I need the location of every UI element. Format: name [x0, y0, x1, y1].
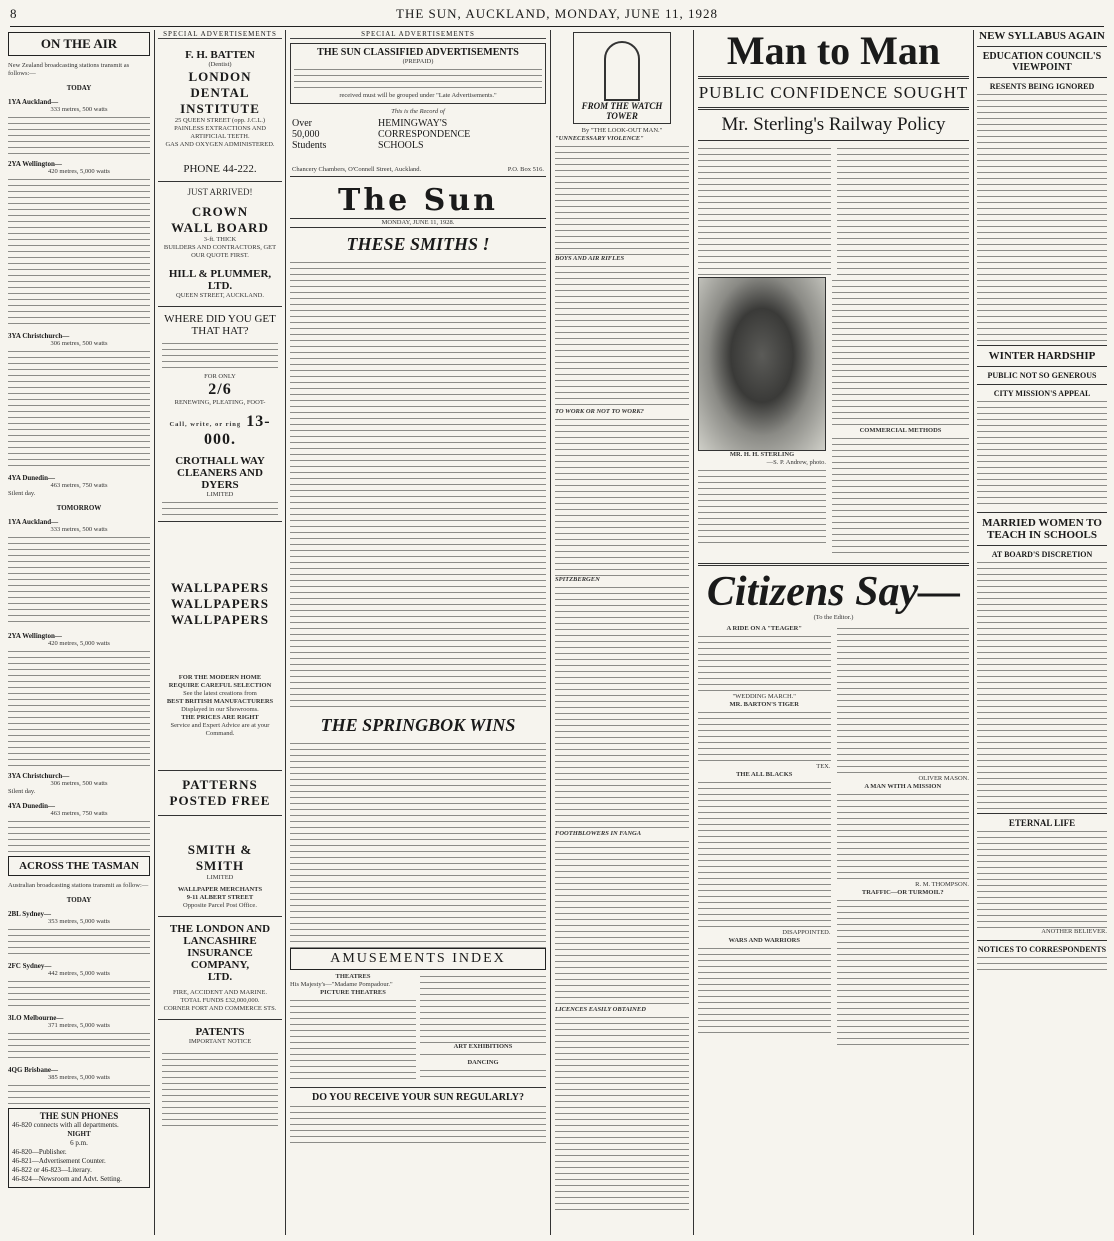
classified-title: THE SUN CLASSIFIED ADVERTISEMENTS — [317, 47, 519, 58]
news-headline: RESENTS BEING IGNORED — [989, 82, 1095, 91]
letter-signature: "WEDDING MARCH." — [732, 693, 796, 700]
ad-text: WALLPAPERS — [171, 580, 269, 595]
across-today: TODAY — [66, 896, 92, 904]
across-tasman-header: ACROSS THE TASMAN — [8, 856, 150, 876]
sun-nameplate: The Sun — [338, 183, 498, 218]
ad-text: 13-000. — [204, 413, 271, 448]
special-ads-label: SPECIAL ADVERTISEMENTS — [290, 30, 546, 39]
ad-text: F. H. BATTEN — [185, 49, 255, 61]
station-power: 333 metres, 500 watts — [50, 106, 108, 113]
phones-title: THE SUN PHONES — [39, 1111, 119, 1121]
editorial-body — [290, 740, 546, 948]
subscribe-notice: DO YOU RECEIVE YOUR SUN REGULARLY? — [312, 1092, 524, 1103]
letter-title: A RIDE ON A "TEAGER" — [726, 625, 802, 632]
phones-line: 6 p.m. — [70, 1139, 88, 1147]
ad-text: THE LONDON AND — [169, 923, 271, 935]
ad-text: See the latest creations from — [183, 690, 257, 697]
ad-text: 50,000 — [292, 129, 320, 140]
station-name: 4QG Brisbane— — [8, 1066, 58, 1074]
man-to-man-headline: Man to Man — [726, 30, 941, 73]
ad-text: TOTAL FUNDS £32,000,000. — [180, 997, 260, 1004]
station-power: 463 metres, 750 watts — [50, 810, 108, 817]
letter-title: THE ALL BLACKS — [736, 771, 793, 778]
ad-text: SCHOOLS — [378, 140, 424, 151]
ad-text: HILL & PLUMMER, LTD. — [168, 268, 272, 292]
phones-line: 46-821—Advertisement Counter. — [12, 1157, 106, 1165]
subhead: FOOTHBLOWERS IN FANGA — [555, 830, 642, 837]
ad-text: SMITH & SMITH — [187, 842, 253, 873]
citizens-say-headline: Citizens Say— — [706, 569, 961, 615]
ad-text: WALLPAPER MERCHANTS — [177, 886, 263, 893]
letter-signature: TEX. — [816, 763, 831, 770]
ad-text: GAS AND OXYGEN ADMINISTERED. — [165, 141, 275, 148]
wallpapers-ad — [158, 522, 282, 771]
news-headline: EDUCATION COUNCIL'S VIEWPOINT — [982, 51, 1102, 73]
letter-title: MR. BARTON'S TIGER — [729, 701, 799, 708]
ad-text: QUEEN STREET, AUCKLAND. — [176, 292, 264, 299]
ad-text: Service and Expert Advice are at your Command. — [170, 722, 270, 737]
station-name: 2BL Sydney— — [8, 910, 51, 918]
intro-text: New Zealand broadcasting stations transmit as follows:— — [8, 62, 130, 77]
special-ads-column — [158, 30, 282, 1235]
column-rule — [154, 30, 155, 1235]
station-power: 420 metres, 5,000 watts — [48, 168, 110, 175]
ad-text: THE PRICES ARE RIGHT — [181, 714, 259, 721]
station-power: 306 metres, 500 watts — [50, 340, 108, 347]
station-name: 4YA Dunedin— — [8, 802, 56, 810]
news-headline: CITY MISSION'S APPEAL — [993, 389, 1091, 398]
phones-line: 46-824—Newsroom and Advt. Setting. — [12, 1175, 122, 1183]
letter-signature: OLIVER MASON. — [918, 775, 969, 782]
photo-caption: MR. H. H. STERLING — [729, 451, 795, 458]
station-name: 2FC Sydney— — [8, 962, 52, 970]
masthead — [10, 4, 1104, 27]
column-rule — [693, 30, 694, 1235]
station-power: 442 metres, 5,000 watts — [48, 970, 110, 977]
phones-line: 46-822 or 46-823—Literary. — [12, 1166, 92, 1174]
watch-tower-logo — [573, 32, 671, 124]
smith-ad — [158, 816, 282, 917]
ad-text: FIRE, ACCIDENT AND MARINE. — [173, 989, 267, 996]
ad-text: WHERE DID YOU GET THAT HAT? — [164, 313, 276, 337]
column-rule — [550, 30, 551, 1235]
dancing-label: DANCING — [467, 1059, 499, 1066]
ad-text: FOR ONLY — [204, 373, 236, 380]
editorial-heading: THESE SMITHS ! — [346, 234, 490, 254]
station-power: 306 metres, 500 watts — [50, 780, 108, 787]
station-power: 463 metres, 750 watts — [50, 482, 108, 489]
ad-text: HEMINGWAY'S — [378, 118, 448, 129]
hemingway-ad — [290, 104, 546, 177]
hat-cleaners-ad — [158, 307, 282, 522]
ad-text: PHONE 44-222. — [183, 163, 257, 175]
to-editor: (To the Editor.) — [813, 614, 854, 621]
station-name: 1YA Auckland— — [8, 98, 59, 106]
photo-credit: —S. P. Andrew, photo. — [766, 459, 826, 466]
silent-day: Silent day. — [8, 788, 36, 795]
column-rule — [973, 30, 974, 1235]
ad-text: (Dentist) — [208, 61, 232, 68]
ad-text: INSURANCE COMPANY, — [187, 947, 253, 971]
editorial-body — [290, 259, 546, 709]
station-name: 4YA Dunedin— — [8, 474, 56, 482]
ad-text: Call, write, or ring — [169, 421, 242, 428]
byline: By "THE LOOK-OUT MAN." — [581, 127, 663, 134]
phones-line: 46-820 connects with all departments. — [12, 1121, 119, 1129]
ad-text: PATTERNS — [182, 777, 258, 792]
letter-signature: DISAPPOINTED. — [782, 929, 831, 936]
subhead: "UNNECESSARY VIOLENCE" — [555, 135, 644, 142]
ad-text: LONDON DENTAL — [188, 69, 252, 100]
ad-text: Students — [292, 140, 327, 151]
station-name: 2YA Wellington— — [8, 632, 62, 640]
news-headline: PUBLIC NOT SO GENEROUS — [987, 371, 1097, 380]
ad-text: Over — [292, 118, 312, 129]
ad-text: REQUIRE CAREFUL SELECTION — [168, 682, 272, 689]
letter-title: TRAFFIC—OR TURMOIL? — [861, 889, 944, 896]
ad-text: CORNER FORT AND COMMERCE STS. — [163, 1005, 277, 1012]
subhead: TO WORK OR NOT TO WORK? — [555, 408, 644, 415]
station-name: 2YA Wellington— — [8, 160, 62, 168]
station-name: 3LO Melbourne— — [8, 1014, 64, 1022]
letter-title: WARS AND WARRIORS — [728, 937, 800, 944]
ad-text: PAINLESS EXTRACTIONS AND ARTIFICIAL TEETH. — [174, 125, 266, 140]
station-name: 3YA Christchurch— — [8, 332, 70, 340]
across-intro: Australian broadcasting stations transmit as follow:— — [8, 882, 149, 889]
batten-dental-ad — [158, 43, 282, 182]
news-headline: NOTICES TO CORRESPONDENTS — [977, 945, 1107, 954]
news-headline: MARRIED WOMEN TO TEACH IN SCHOOLS — [982, 517, 1102, 541]
classified-prepaid: (PREPAID) — [402, 58, 434, 65]
patents-ad — [158, 1020, 282, 1136]
ad-text: LIMITED — [206, 874, 234, 881]
ad-text: 3-ft. THICK — [203, 236, 237, 243]
station-power: 333 metres, 500 watts — [50, 526, 108, 533]
ad-text: Displayed in our Showrooms. — [181, 706, 259, 713]
ad-text: WALLPAPERS — [171, 596, 269, 611]
ad-text: 9-11 ALBERT STREET — [186, 894, 254, 901]
ad-text: INSTITUTE — [180, 101, 260, 116]
news-headline: WINTER HARDSHIP — [988, 350, 1096, 362]
ad-text: LTD. — [207, 971, 233, 983]
editorial-column — [290, 30, 546, 1235]
theatre-listing: His Majesty's—"Madame Pompadour." — [290, 981, 393, 988]
ad-text: P.O. Box 516. — [507, 166, 544, 173]
ad-text: 2/6 — [208, 381, 232, 398]
silent-day: Silent day. — [8, 490, 36, 497]
ad-text: 25 QUEEN STREET (opp. J.C.L.) — [174, 117, 266, 124]
ad-text: BUILDERS AND CONTRACTORS, GET OUR QUOTE FIRST. — [163, 244, 277, 259]
special-ads-label: SPECIAL ADVERTISEMENTS — [158, 30, 282, 39]
subhead: SPITZBERGEN — [555, 576, 600, 583]
letter-signature: ANOTHER BELIEVER. — [1041, 928, 1107, 935]
ad-text: LANCASHIRE — [183, 935, 257, 947]
station-power: 385 metres, 5,000 watts — [48, 1074, 110, 1081]
station-power: 353 metres, 5,000 watts — [48, 918, 110, 925]
classified-note: received must will be grouped under "Late Advertisements." — [339, 92, 497, 99]
ad-text: IMPORTANT NOTICE — [188, 1038, 252, 1045]
station-name: 3YA Christchurch— — [8, 772, 70, 780]
watch-tower-column — [555, 30, 689, 1235]
tomorrow-label: TOMORROW — [56, 504, 102, 512]
ad-text: This is the Record of — [391, 108, 445, 115]
news-column — [977, 30, 1107, 1235]
headline-3: Mr. Sterling's Railway Policy — [721, 114, 946, 135]
phones-line: NIGHT — [67, 1130, 91, 1138]
sterling-portrait — [698, 277, 826, 451]
on-the-air-header: ON THE AIR — [8, 32, 150, 56]
masthead-title: THE SUN, AUCKLAND, MONDAY, JUNE 11, 1928 — [396, 6, 718, 21]
sun-phones-box — [8, 1108, 150, 1188]
letter-title: A MAN WITH A MISSION — [864, 783, 942, 790]
today-label: TODAY — [66, 84, 92, 92]
ad-text: RENEWING, PLEATING, FOOT- — [174, 399, 266, 406]
wallboard-ad — [158, 182, 282, 307]
subhead: COMMERCIAL METHODS — [859, 427, 942, 434]
ad-text: CROWN — [191, 204, 249, 219]
news-headline: ETERNAL LIFE — [1008, 818, 1076, 828]
headline-2: PUBLIC CONFIDENCE SOUGHT — [698, 83, 969, 102]
picture-theatres-label: PICTURE THEATRES — [320, 989, 386, 996]
station-power: 420 metres, 5,000 watts — [48, 640, 110, 647]
news-headline: NEW SYLLABUS AGAIN — [979, 30, 1105, 42]
watch-tower-title: FROM THE WATCH TOWER — [581, 101, 663, 121]
ad-text: CORRESPONDENCE — [378, 129, 471, 140]
letter-signature: R. M. THOMPSON. — [915, 881, 969, 888]
ad-text: Opposite Parcel Post Office. — [183, 902, 257, 909]
page-number: 8 — [10, 6, 18, 21]
ad-text: JUST ARRIVED! — [187, 187, 253, 197]
feature-column — [698, 30, 969, 1235]
ad-text: FOR THE MODERN HOME — [178, 674, 262, 681]
amusements-index: AMUSEMENTS INDEX — [290, 948, 546, 970]
station-power: 371 metres, 5,000 watts — [48, 1022, 110, 1029]
ad-text: POSTED FREE — [169, 793, 271, 808]
ad-text: Chancery Chambers, O'Connell Street, Auckland. — [292, 166, 422, 173]
art-label: ART EXHIBITIONS — [453, 1043, 513, 1050]
ad-text: WALL BOARD — [171, 220, 269, 235]
ad-text: WALLPAPERS — [171, 612, 269, 627]
ad-text: CROTHALL WAY CLEANERS AND DYERS — [175, 455, 265, 491]
phones-line: 46-820—Publisher. — [12, 1148, 67, 1156]
news-headline: AT BOARD'S DISCRETION — [991, 550, 1093, 559]
on-the-air-column — [8, 30, 150, 1235]
theatres-label: THEATRES — [335, 973, 371, 980]
column-rule — [285, 30, 286, 1235]
ad-text: BEST BRITISH MANUFACTURERS — [166, 698, 274, 705]
station-name: 1YA Auckland— — [8, 518, 59, 526]
insurance-ad — [158, 917, 282, 1020]
dateline: MONDAY, JUNE 11, 1928. — [290, 218, 546, 228]
subhead: BOYS AND AIR RIFLES — [555, 255, 625, 262]
subhead: LICENCES EASILY OBTAINED — [555, 1006, 646, 1013]
editorial-heading: THE SPRINGBOK WINS — [320, 715, 516, 735]
patterns-ad — [158, 771, 282, 816]
classified-box — [290, 43, 546, 104]
ad-text: LIMITED — [206, 491, 234, 498]
ad-text: PATENTS — [195, 1026, 245, 1038]
